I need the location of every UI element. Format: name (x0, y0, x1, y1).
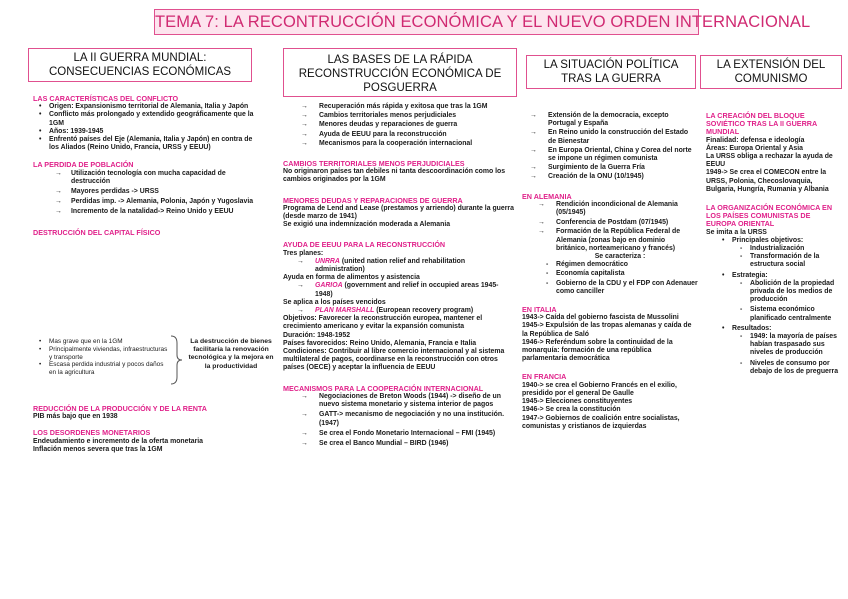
text: 1949-> Se crea el COMECON entre la URSS, Polonia, Checoslovaquia, Bulgaria, Hungría, Rumania y Albania (706, 169, 829, 193)
list (293, 103, 515, 148)
list (530, 201, 698, 253)
list-item: → Se crea el Banco Mundial – BIRD (1946) (293, 440, 515, 448)
col1-bottom (33, 405, 261, 454)
list-item: → Utilización tecnología con mucha capacidad de destrucción (45, 170, 261, 186)
list-item: → Menores deudas y reparaciones de guerra (293, 121, 515, 129)
list-item: - Industrialización (732, 245, 842, 253)
list-item (716, 237, 842, 270)
list-item: → Perdidas imp. -> Alemania, Polonia, Japón y Yugoslavia (45, 198, 261, 206)
col2 (283, 103, 515, 448)
text: 1947-> Gobiernos de coalición entre socialistas, comunistas y cristianos de izquierdas (522, 414, 680, 430)
text: 1945-> Expulsión de las tropas alemanas y caída de la República de Saló (522, 322, 692, 338)
plan-desc: (government and relief in occupied areas 1945-1948) (315, 282, 499, 298)
list-item: - Régimen democrático (530, 261, 698, 269)
section-title: LA PERDIDA DE POBLACIÓN (33, 160, 134, 170)
col1 (33, 95, 261, 237)
list-item: • Origen: Expansionismo territorial de Alemania, Italia y Japón (33, 103, 261, 111)
text: Finalidad: defensa e ideología (706, 136, 805, 144)
list (716, 237, 842, 376)
plan-name: UNRRA (315, 257, 340, 265)
brace-icon (169, 335, 183, 385)
list-item: - Economía capitalista (530, 270, 698, 278)
list-item: → GATT-> mecanismo de negociación y no una institución. (1947) (293, 411, 515, 427)
section-title: MENORES DEUDAS Y REPARACIONES DE GUERRA (283, 195, 463, 205)
section-title: AYUDA DE EEUU PARA LA RECONSTRUCCIÓN (283, 240, 446, 250)
list-item: - Gobierno de la CDU y el FDP con Adenauer como canciller (530, 280, 698, 296)
list-item: → Creación de la ONU (10/1945) (522, 173, 698, 181)
text: Tres planes: (283, 249, 324, 257)
capital-note: La destrucción de bienes facilitaría la renovación tecnológica y la mejora en la productividad (188, 338, 274, 370)
list-item: → Negociaciones de Breton Woods (1944) -> diseño de un nuevo sistema monetario y sistema interior de pagos (293, 393, 515, 409)
list-item: - Transformación de la estructura social (732, 253, 842, 269)
sublist (732, 333, 842, 376)
section-title: DESTRUCCIÓN DEL CAPITAL FÍSICO (33, 227, 161, 237)
list-item: • Años: 1939-1945 (33, 128, 261, 136)
plan-desc: (European recovery program) (376, 307, 474, 315)
list-item: → En Europa Oriental, China y Corea del norte se impone un régimen comunista (522, 147, 698, 163)
list (33, 103, 261, 152)
list-item: → Se crea el Fondo Monetario Internacional – FMI (1945) (293, 430, 515, 438)
page-title: TEMA 7: LA RECONTRUCCIÓN ECONÓMICA Y EL NUEVO ORDEN INTERNACIONAL (154, 9, 699, 35)
list (289, 258, 515, 274)
list (289, 282, 515, 298)
list-item (289, 282, 515, 298)
list-item: → Conferencia de Postdam (07/1945) (530, 219, 698, 227)
text: Se exigió una indemnización moderada a Alemania (283, 221, 451, 229)
section-title: LOS DESORDENES MONETARIOS (33, 428, 151, 438)
text: Endeudamiento e incremento de la oferta monetaria (33, 437, 204, 445)
text: 1946-> Referéndum sobre la continuidad de la monarquía: formación de una república parlamentaria democrática (522, 338, 673, 363)
text: 1940-> se crea el Gobierno Francés en el exilio, presidido por el general De Gaulle (522, 381, 677, 397)
text: Programa de Lend and Lease (prestamos y arriendo) durante la guerra (desde marzo de 1941) (283, 204, 514, 221)
col4-header: LA EXTENSIÓN DEL COMUNISMO (700, 55, 842, 89)
text: 1945-> Elecciones constituyentes (522, 398, 633, 406)
col4 (706, 112, 842, 376)
list (289, 307, 515, 315)
text: Ayuda en forma de alimentos y asistencia (283, 274, 420, 282)
sublist (732, 280, 842, 323)
section-title: REDUCCIÓN DE LA PRODUCCIÓN Y DE LA RENTA (33, 404, 207, 413)
list-item: → Incremento de la natalidad-> Reino Unido y EEUU (45, 208, 261, 216)
col3-header: LA SITUACIÓN POLÍTICA TRAS LA GUERRA (526, 55, 696, 89)
text: Objetivos: Favorecer la reconstrucción europea, mantener el crecimiento americano y evitar la expansión comunista (283, 315, 483, 331)
text: 1946-> Se crea la constitución (522, 406, 621, 414)
list-item (716, 272, 842, 323)
list-item: → Rendición incondicional de Alemania (05/1945) (530, 201, 698, 217)
text: 1943-> Caída del gobierno fascista de Mussolini (522, 314, 679, 322)
section-title: EN FRANCIA (522, 372, 567, 382)
section-title: EN ALEMANIA (522, 191, 572, 201)
label: Resultados: (732, 324, 772, 332)
col3 (522, 112, 698, 431)
list-item: → Surgimiento de la Guerra Fría (522, 164, 698, 172)
plan-name: GARIOA (315, 282, 343, 290)
section-title: LA CREACIÓN DEL BLOQUE SOVIÉTICO TRAS LA II GUERRA MUNDIAL (706, 111, 817, 137)
list (530, 261, 698, 296)
list-item: → Formación de la República Federal de Alemania (zonas bajo en dominio británico, norteamericano y francés) (530, 228, 698, 253)
list (33, 338, 169, 377)
col1-header: LA II GUERRA MUNDIAL: CONSECUENCIAS ECONÓMICAS (28, 48, 252, 82)
text: Inflación menos severa que tras la 1GM (33, 445, 163, 453)
text: Áreas: Europa Oriental y Asia (706, 144, 804, 152)
list-item: • Escasa perdida industrial y pocos daños en la agricultura (33, 361, 169, 377)
list-item: → En Reino unido la construcción del Estado de Bienestar (522, 129, 698, 145)
section-title: LA ORGANIZACIÓN ECONÓMICA EN LOS PAÍSES COMUNISTAS DE EUROPA ORIENTAL (706, 203, 833, 229)
plan-desc: (united nation relief and rehabilitation administration) (315, 257, 466, 274)
list-item: - Niveles de consumo por debajo de los de preguerra (732, 360, 842, 376)
list-item (289, 258, 515, 274)
col2-header: LAS BASES DE LA RÁPIDA RECONSTRUCCIÓN ECONÓMICA DE POSGUERRA (283, 48, 517, 97)
text: No originaron países tan debiles ni tanta descoordinación como los cambios originados por la 1GM (283, 168, 506, 184)
text: Condiciones: Contribuir al libre comercio internacional y al sistema multilateral de pagos, coordinarse en la reconstrucción con otros países (OECE) y aceptar la influencia de EEUU (283, 348, 505, 372)
list-item (716, 325, 842, 376)
list-item: → Mayores perdidas -> URSS (45, 188, 261, 196)
section-title: EN ITALIA (522, 305, 557, 315)
list-item: → Cambios territoriales menos perjudiciales (293, 112, 515, 120)
list-item: - Sistema económico planificado centralmente (732, 306, 842, 322)
list-item: • Conflicto más prolongado y extendido geográficamente que la 1GM (33, 111, 261, 127)
list-item: - 1949: la mayoría de países habían traspasado sus niveles de producción (732, 333, 842, 358)
section-title: CAMBIOS TERRITORIALES MENOS PERJUDICIALES (283, 159, 465, 169)
list-item: → Recuperación más rápida y exitosa que tras la 1GM (293, 103, 515, 111)
list (45, 170, 261, 217)
text: Se caracteriza : (594, 253, 646, 261)
label: Estrategia: (732, 271, 768, 279)
sublist (732, 245, 842, 270)
list-item: • Enfrentó países del Eje (Alemania, Italia y Japón) en contra de los Aliados (Reino Unido, Francia, URSS y EEUU) (33, 136, 261, 152)
section-title: LAS CARACTERÍSTICAS DEL CONFLICTO (33, 94, 179, 103)
text: Se imita a la URSS (706, 228, 767, 236)
text: Duración: 1948-1952 (283, 331, 351, 339)
text: PIB más bajo que en 1938 (33, 413, 118, 421)
text: Países favorecidos: Reino Unido, Alemania, Francia e Italia (283, 339, 477, 347)
list-item: → Extensión de la democracia, excepto Portugal y España (522, 112, 698, 128)
list-item: → Ayuda de EEUU para la reconstrucción (293, 131, 515, 139)
list-item (289, 307, 515, 315)
list-item: • Principalmente viviendas, infraestructuras y transporte (33, 346, 169, 362)
list-item: • Mas grave que en la 1GM (33, 338, 169, 346)
list-item: - Abolición de la propiedad privada de los medios de producción (732, 280, 842, 305)
text: La URSS obliga a rechazar la ayuda de EEUU (706, 153, 833, 169)
list (522, 112, 698, 182)
text: Se aplica a los países vencidos (283, 298, 386, 306)
section-title: MECANISMOS PARA LA COOPERACIÓN INTERNACIONAL (283, 383, 484, 393)
col1-capital-list (33, 338, 169, 377)
list (293, 393, 515, 448)
plan-name: PLAN MARSHALL (315, 307, 375, 315)
label: Principales objetivos: (732, 236, 804, 244)
list-item: → Mecanismos para la cooperación internacional (293, 140, 515, 148)
